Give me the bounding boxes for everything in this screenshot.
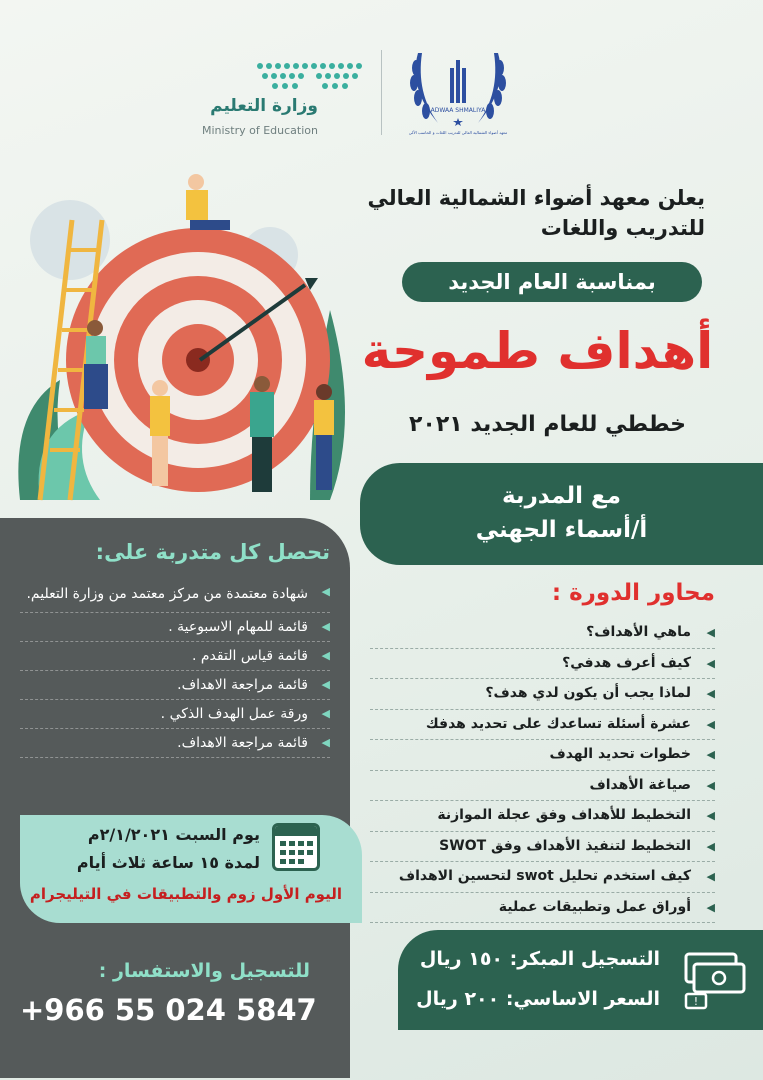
list-item: ◀ لماذا يجب أن يكون لدي هدف؟ <box>370 679 715 710</box>
list-item: ◀ أوراق عمل وتطبيقات عملية <box>370 893 715 924</box>
trainer-name: أ/أسماء الجهني <box>475 517 648 543</box>
price-early: التسجيل المبكر: ١٥٠ ريال <box>419 948 660 970</box>
schedule-date: يوم السبت ٢/١/٢٠٢١م <box>87 825 260 844</box>
list-item: ◀ قائمة مراجعة الاهداف. <box>20 671 330 700</box>
announcement-text: يعلن معهد أضواء الشمالية العالي للتدريب واللغات <box>367 186 705 240</box>
ministry-name-en: Ministry of Education <box>201 124 318 137</box>
calendar-icon <box>272 823 320 871</box>
price-basic: السعر الاساسي: ٢٠٠ ريال <box>416 988 660 1010</box>
svg-text:!: ! <box>693 995 699 1008</box>
target-illustration <box>0 160 372 505</box>
list-item: ◀ صياغة الأهداف <box>370 771 715 802</box>
list-item: ◀ ورقة عمل الهدف الذكي . <box>20 700 330 729</box>
trainer-line1: مع المدربة <box>501 483 621 509</box>
occasion-banner: بمناسبة العام الجديد <box>402 262 702 302</box>
trainer-banner <box>360 463 763 565</box>
benefits-title: تحصل كل متدربة على: <box>95 540 330 564</box>
list-item: ◀ قائمة مراجعة الاهداف. <box>20 729 330 758</box>
schedule-duration: لمدة ١٥ ساعة ثلاث أيام <box>76 853 260 872</box>
list-item: ◀ خطوات تحديد الهدف <box>370 740 715 771</box>
list-item: ◀ ماهي الأهداف؟ <box>370 618 715 649</box>
subheadline: خططي للعام الجديد ٢٠٢١ <box>408 412 687 437</box>
registration-title: للتسجيل والاستفسار : <box>98 960 310 982</box>
header-separator <box>381 50 382 135</box>
list-item: ◀ كيف استخدم تحليل swot لتحسين الاهداف <box>370 862 715 893</box>
ministry-name: وزارة التعليم <box>210 96 318 116</box>
schedule-platform: اليوم الأول زوم والتطبيقات في التيليجرام <box>29 885 342 903</box>
institute-logo-sub: معهد أضواء الشمالية العالي للتدريب اللغات و الحاسب الآلي <box>408 130 508 135</box>
ministry-logo-icon <box>255 58 365 92</box>
headline: أهداف طموحة <box>361 322 714 380</box>
benefits-list <box>20 580 330 758</box>
list-item: ◀ شهادة معتمدة من مركز معتمد من وزارة التعليم. <box>20 580 330 613</box>
list-item: ◀ عشرة أسئلة تساعدك على تحديد هدفك <box>370 710 715 741</box>
list-item: ◀ التخطيط للأهداف وفق عجلة الموازنة <box>370 801 715 832</box>
course-axes-list <box>370 618 715 923</box>
cash-icon <box>680 950 750 1010</box>
institute-logo-label: ADWAA SHMALIYA <box>430 107 486 114</box>
list-item: ◀ التخطيط لتنفيذ الأهداف وفق SWOT <box>370 832 715 863</box>
list-item: ◀ قائمة للمهام الاسبوعية . <box>20 613 330 642</box>
registration-phone[interactable]: +966 55 024 5847 <box>20 993 317 1027</box>
list-item: ◀ كيف أعرف هدفي؟ <box>370 649 715 680</box>
course-axes-title: محاور الدورة : <box>551 580 715 606</box>
institute-logo <box>398 38 518 138</box>
list-item: ◀ قائمة قياس التقدم . <box>20 642 330 671</box>
